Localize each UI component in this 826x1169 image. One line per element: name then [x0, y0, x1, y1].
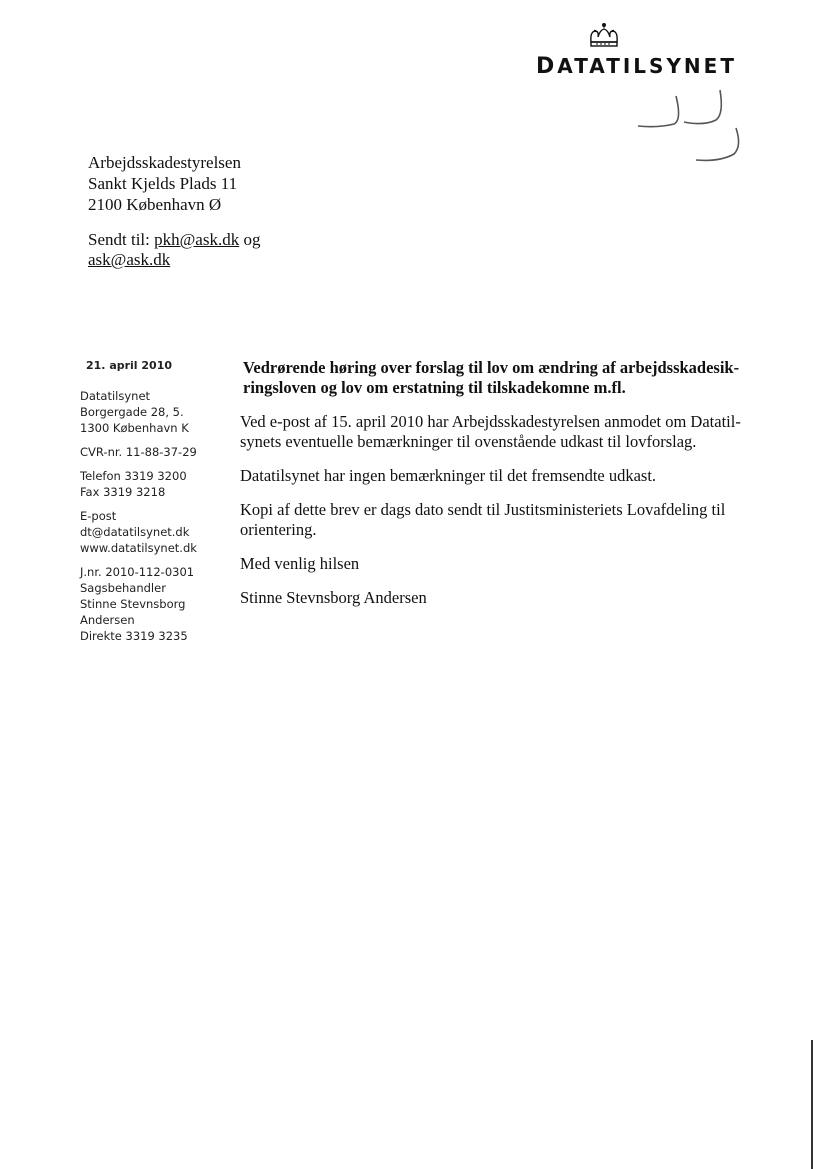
letter-paragraph: Kopi af dette brev er dags dato sendt til Justitsministeriets Lovafdeling til orientering. — [240, 500, 726, 539]
recipient-line: Arbejdsskadestyrelsen — [88, 153, 241, 172]
case-number: J.nr. 2010-112-0301 — [80, 565, 195, 579]
cvr-line: CVR-nr. 11-88-37-29 — [80, 445, 197, 459]
letter-closing: Med venlig hilsen — [240, 554, 360, 573]
brand-wordmark — [536, 54, 762, 79]
letter-body — [240, 358, 760, 622]
letter-signer: Stinne Stevnsborg Andersen — [240, 588, 427, 607]
case-block — [80, 564, 230, 644]
brand-initial: D — [536, 54, 558, 79]
email-label: E-post — [80, 509, 117, 523]
address-line: 1300 København K — [80, 421, 189, 435]
letter-date: 21. april 2010 — [86, 359, 173, 372]
brand-rest: ATATILSYNET — [557, 54, 737, 78]
address-line: Datatilsynet — [80, 389, 151, 403]
phone-block — [80, 468, 230, 500]
case-officer-name: Andersen — [80, 613, 135, 627]
direct-phone: Direkte 3319 3235 — [80, 629, 188, 643]
cvr-number — [80, 444, 230, 460]
fax-line: Fax 3319 3218 — [80, 485, 166, 499]
letter-subject: Vedrørende høring over forslag til lov om ændring af arbejdsskadesik-ringsloven og lov om erstatning til tilskadekomne m.fl. — [243, 358, 740, 397]
recipient-line: 2100 København Ø — [88, 195, 222, 214]
address-line: Borgergade 28, 5. — [80, 405, 184, 419]
email-link-pkh[interactable]: pkh@ask.dk — [154, 230, 240, 249]
sent-to-joiner: og — [243, 230, 261, 249]
case-officer-label: Sagsbehandler — [80, 581, 166, 595]
email-address: dt@datatilsynet.dk — [80, 525, 190, 539]
recipient-address — [88, 152, 241, 215]
scan-edge-line — [811, 1040, 813, 1169]
email-link-ask[interactable]: ask@ask.dk — [88, 250, 171, 269]
website: www.datatilsynet.dk — [80, 541, 197, 555]
sender-address — [80, 388, 230, 436]
sent-to — [88, 230, 260, 270]
sender-sidebar — [80, 358, 230, 652]
case-officer-name: Stinne Stevnsborg — [80, 597, 186, 611]
email-block — [80, 508, 230, 556]
handwritten-marks — [630, 88, 750, 168]
letter-paragraph: Ved e-post af 15. april 2010 har Arbejdsskadestyrelsen anmodet om Datatil-synets eventuelle bemærkninger til ovenstående udkast til lovforslag. — [240, 412, 741, 451]
recipient-line: Sankt Kjelds Plads 11 — [88, 174, 238, 193]
phone-line: Telefon 3319 3200 — [80, 469, 187, 483]
letter-paragraph: Datatilsynet har ingen bemærkninger til det fremsendte udkast. — [240, 466, 657, 485]
sent-to-label: Sendt til: — [88, 230, 150, 249]
crown-icon — [586, 22, 622, 50]
